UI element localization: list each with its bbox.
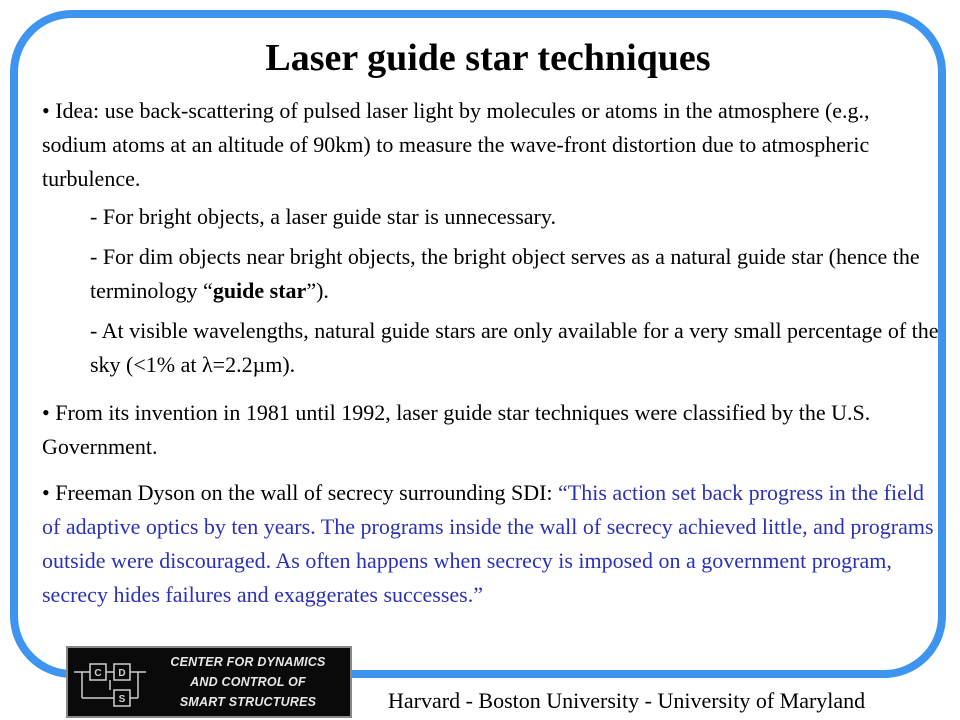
bullet-classified: • From its invention in 1981 until 1992, laser guide star techniques were classified by the U.S. Government. — [42, 400, 871, 459]
logo-line-2: AND CONTROL OF — [190, 675, 306, 689]
bullet-dyson — [42, 476, 936, 612]
footer-affiliations: Harvard - Boston University - University of Maryland — [388, 688, 866, 713]
logo-text — [148, 652, 348, 712]
dyson-quote: “This action set back progress in the field of adaptive optics by ten years. The programs inside the wall of secrecy achieved little, and programs outside were discouraged. As often happens when secrecy is imposed on a government program, secrecy hides failures and exaggerates successes.” — [42, 480, 934, 607]
sub-dim-objects-text: - For dim objects near bright objects, the bright object serves as a natural guide star (hence the terminology “ — [90, 244, 920, 303]
logo-block-d: D — [118, 668, 126, 679]
block-diagram-icon — [70, 650, 150, 714]
slide-title: Laser guide star techniques — [265, 37, 711, 79]
guide-star-term: guide star — [212, 278, 307, 303]
logo-block-s: S — [118, 694, 126, 705]
cdcss-logo — [66, 646, 352, 718]
logo-block-c: C — [94, 668, 102, 679]
sub-dim-objects — [90, 240, 940, 308]
sub-visible-wavelengths: - At visible wavelengths, natural guide stars are only available for a very small percentage of the sky (<1% at λ=2.2µm). — [90, 318, 939, 377]
dyson-intro: • Freeman Dyson on the wall of secrecy surrounding SDI: — [42, 480, 559, 505]
logo-line-1: CENTER FOR DYNAMICS — [170, 655, 326, 669]
logo-line-3: SMART STRUCTURES — [179, 695, 317, 709]
bullet-idea: • Idea: use back-scattering of pulsed laser light by molecules or atoms in the atmosphere (e.g., sodium atoms at an altitude of 90km) to measure the wave-front distortion due to atmospheric turbulence. — [42, 98, 870, 191]
sub-bright-objects: - For bright objects, a laser guide star is unnecessary. — [90, 204, 556, 229]
sub-dim-objects-end: ”). — [306, 278, 329, 303]
